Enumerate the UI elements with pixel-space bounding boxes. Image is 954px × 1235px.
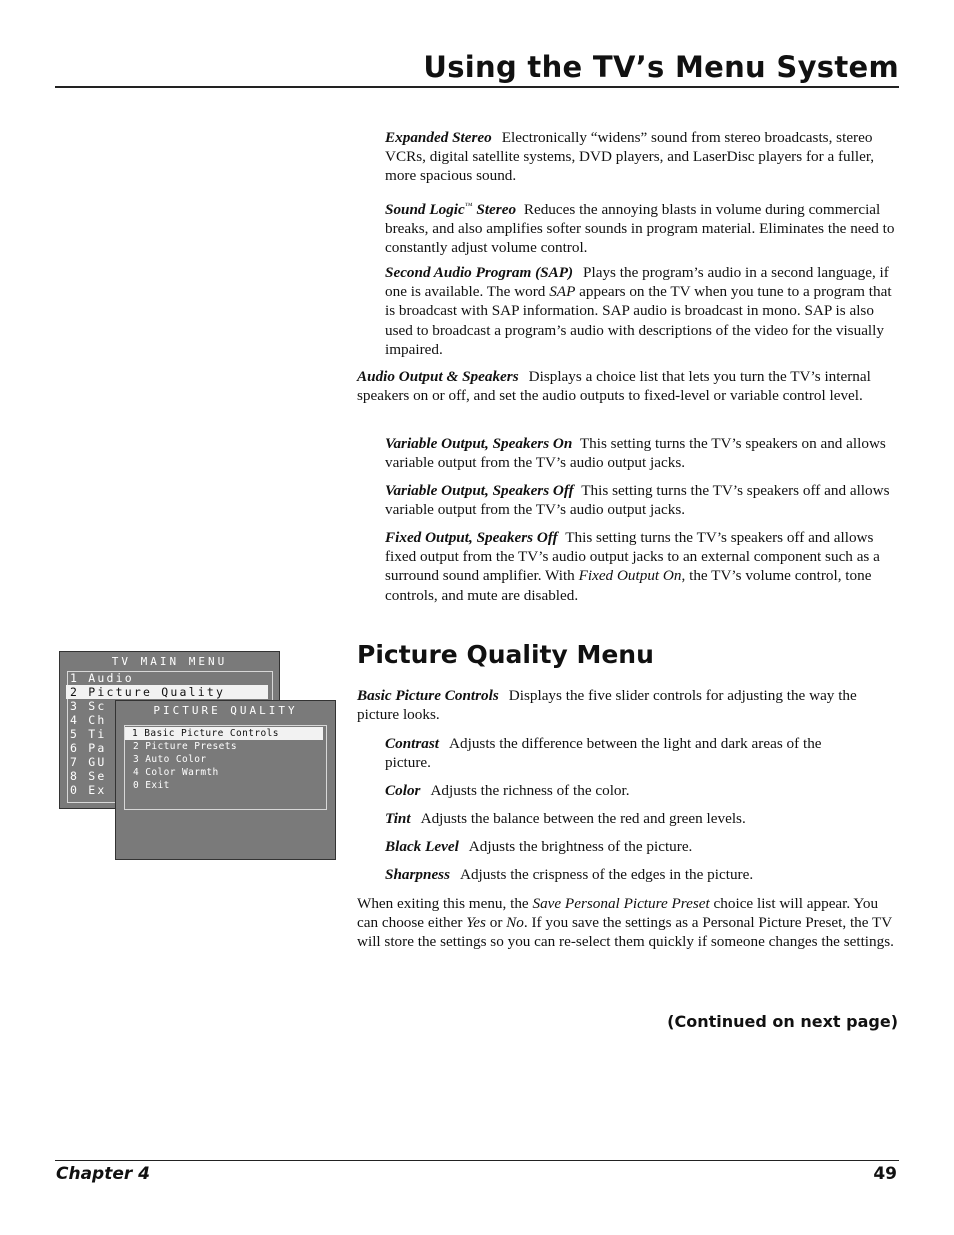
sap-paragraph: [385, 263, 897, 359]
picture-quality-menu-illustration: [115, 700, 336, 860]
continued-note: (Continued on next page): [667, 1012, 898, 1031]
tv-main-menu-item: 1 Audio: [70, 671, 134, 685]
black-level-term: Black Level: [385, 838, 459, 855]
color-paragraph: [385, 781, 897, 800]
sharpness-text: Adjusts the crispness of the edges in the picture.: [460, 866, 754, 883]
fixed-off-term: Fixed Output, Speakers Off: [385, 529, 558, 546]
footer-rule: [55, 1160, 899, 1161]
color-term: Color: [385, 782, 421, 799]
tint-text: Adjusts the balance between the red and green levels.: [420, 810, 746, 827]
audio-output-term: Audio Output & Speakers: [357, 368, 519, 385]
tv-main-menu-title: TV MAIN MENU: [111, 655, 228, 668]
sound-logic-paragraph: [385, 196, 897, 258]
variable-off-text: This setting turns the TV’s speakers off and allows variable output from the TV’s audio output jacks.: [385, 482, 890, 519]
exiting-text-d: . If you save the settings as a Personal Picture Preset, the TV will store the settings so you can re-select them quickly if someone changes the settings.: [357, 914, 894, 951]
fixed-off-text-b: , the TV’s volume control, tone controls, and mute are disabled.: [385, 567, 872, 604]
sap-text-a: Plays the program’s audio in a second language, if one is available. The word: [385, 264, 889, 301]
sound-logic-text: Reduces the annoying blasts in volume during commercial breaks, and also amplifies softer sounds in program material. Eliminates the need to constantly adjust volume control.: [385, 201, 895, 257]
picture-quality-item: 0 Exit: [133, 780, 170, 791]
expanded-stereo-paragraph: [385, 128, 897, 186]
sap-text-b: appears on the TV when you tune to a program that is broadcast with SAP information. SAP audio is broadcast in mono. SAP is also used to broadcast a program’s audio with descriptions of the video for the visually impaired.: [385, 283, 892, 358]
audio-output-paragraph: [357, 367, 899, 405]
expanded-stereo-term: Expanded Stereo: [385, 129, 492, 146]
tint-paragraph: [385, 809, 897, 828]
tv-main-menu-item-selected: 2 Picture Quality: [66, 685, 268, 699]
variable-on-term: Variable Output, Speakers On: [385, 435, 573, 452]
exiting-italic-yes: Yes: [466, 914, 486, 932]
picture-quality-section-title: Picture Quality Menu: [357, 640, 654, 669]
sharpness-term: Sharpness: [385, 866, 450, 883]
sound-logic-term-b: Stereo: [476, 201, 517, 219]
tint-term: Tint: [385, 810, 411, 827]
variable-off-term: Variable Output, Speakers Off: [385, 482, 574, 499]
exiting-text-a: When exiting this menu, the: [357, 895, 529, 912]
audio-output-text: Displays a choice list that lets you turn the TV’s internal speakers on or off, and set the audio outputs to fixed-level or variable control level.: [357, 368, 871, 405]
header-rule: [55, 86, 899, 88]
picture-quality-item: 4 Color Warmth: [133, 767, 219, 778]
basic-picture-term: Basic Picture Controls: [357, 687, 499, 704]
picture-quality-item-selected: 1 Basic Picture Controls: [125, 727, 323, 740]
variable-on-text: This setting turns the TV’s speakers on and allows variable output from the TV’s audio output jacks.: [385, 435, 886, 472]
page-header-title: Using the TV’s Menu System: [423, 50, 899, 84]
tv-main-menu-item: 8 Se: [70, 769, 107, 783]
color-text: Adjusts the richness of the color.: [430, 782, 630, 799]
black-level-text: Adjusts the brightness of the picture.: [468, 838, 693, 855]
basic-picture-text: Displays the five slider controls for adjusting the way the picture looks.: [357, 687, 857, 724]
contrast-term: Contrast: [385, 735, 440, 752]
fixed-off-italic: Fixed Output On: [578, 567, 682, 585]
exiting-text-c: or: [489, 914, 503, 932]
sharpness-paragraph: [385, 865, 897, 884]
tv-main-menu-item: 0 Ex: [70, 783, 107, 797]
footer-chapter-label: Chapter 4: [56, 1164, 151, 1184]
exiting-paragraph: [357, 894, 899, 952]
contrast-paragraph: [385, 734, 865, 772]
sap-italic: SAP: [549, 283, 576, 301]
tv-main-menu-item: 4 Ch: [70, 713, 107, 727]
sap-term: Second Audio Program (SAP): [385, 264, 574, 281]
picture-quality-item: 3 Auto Color: [133, 754, 207, 765]
trademark-symbol: ™: [464, 201, 473, 210]
picture-quality-menu-title: PICTURE QUALITY: [153, 704, 298, 717]
variable-off-paragraph: [385, 481, 897, 519]
fixed-off-paragraph: [385, 528, 897, 605]
exiting-italic-preset: Save Personal Picture Preset: [532, 895, 710, 912]
sound-logic-term: [385, 201, 516, 218]
tv-main-menu-item: 5 Ti: [70, 727, 107, 741]
contrast-text: Adjusts the difference between the light and dark areas of the picture.: [385, 735, 822, 772]
expanded-stereo-text: Electronically “widens” sound from stereo broadcasts, stereo VCRs, digital satellite systems, DVD players, and LaserDisc players for a fuller, more spacious sound.: [385, 129, 875, 185]
fixed-off-text-a: This setting turns the TV’s speakers off and allows fixed output from the TV’s audio output jacks to an external component such as a surround sound amplifier. With: [385, 529, 880, 585]
page-number: 49: [873, 1164, 897, 1184]
tv-main-menu-item: 6 Pa: [70, 741, 107, 755]
basic-picture-paragraph: [357, 686, 899, 724]
picture-quality-item: 2 Picture Presets: [133, 741, 238, 752]
variable-on-paragraph: [385, 434, 897, 472]
tv-main-menu-item: 3 Sc: [70, 699, 107, 713]
black-level-paragraph: [385, 837, 897, 856]
exiting-italic-no: No: [506, 914, 524, 932]
sound-logic-term-a: Sound Logic: [385, 201, 465, 219]
tv-main-menu-item: 7 GU: [70, 755, 107, 769]
exiting-text-b: choice list will appear. You can choose either: [357, 895, 879, 932]
